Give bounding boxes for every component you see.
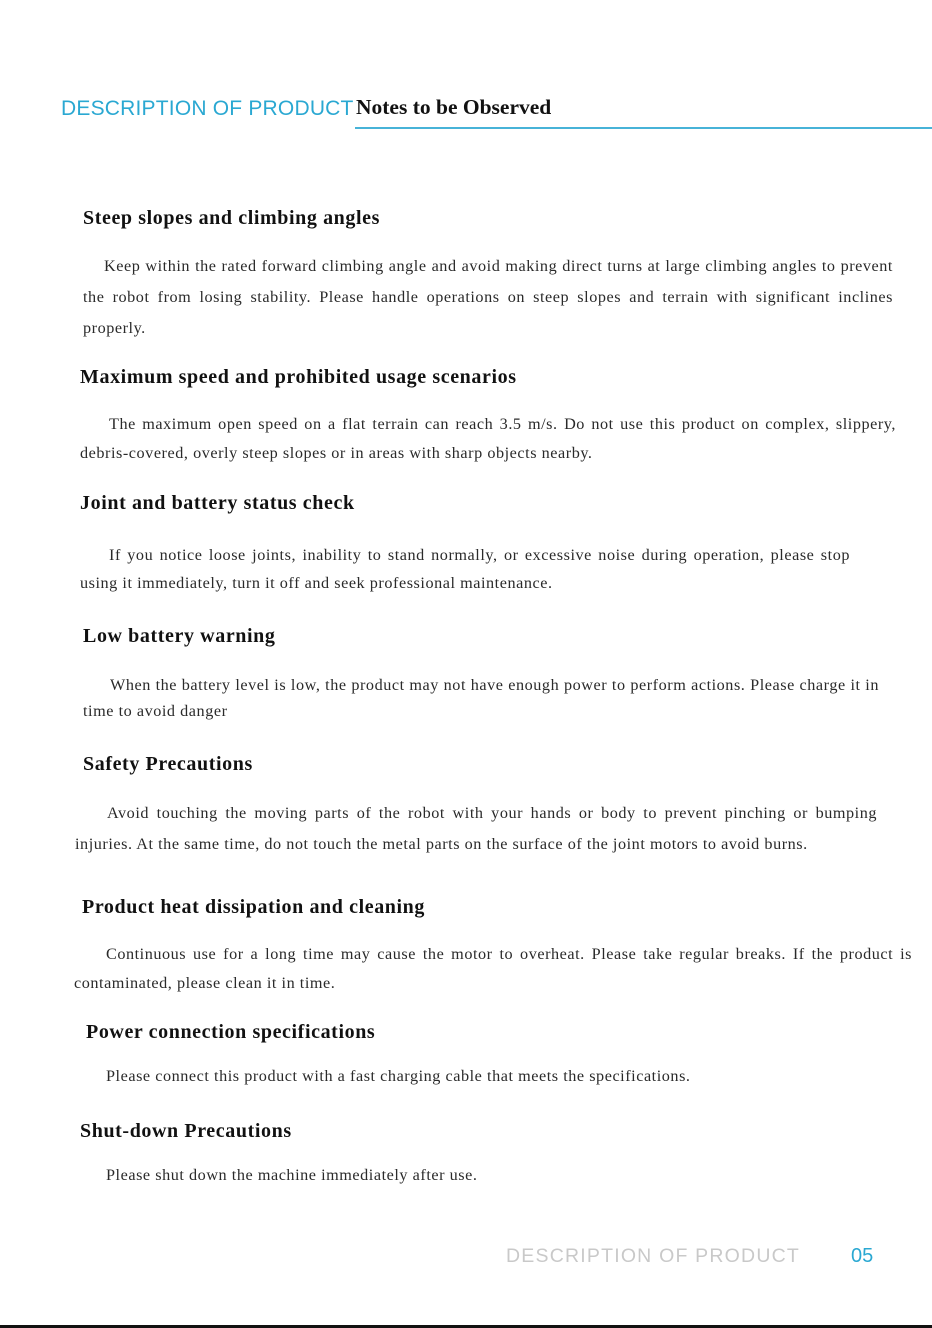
section-body: Please shut down the machine immediately after use. [106, 1166, 478, 1184]
footer-section-label: DESCRIPTION OF PRODUCT [506, 1245, 800, 1267]
section-heading: Steep slopes and climbing angles [83, 207, 381, 229]
section-low-battery [83, 624, 879, 724]
section-body: If you notice loose joints, inability to stand normally, or excessive noise during operation, please stop using it immediately, turn it off and seek professional maintenance. [80, 546, 850, 592]
section-body: Avoid touching the moving parts of the robot with your hands or body to prevent pinching or bumping injuries. At the same time, do not touch the metal parts on the surface of the joint motors to avoid burns. [75, 804, 877, 853]
section-heading: Low battery warning [83, 625, 276, 647]
section-heading: Maximum speed and prohibited usage scenarios [80, 366, 517, 388]
section-body: The maximum open speed on a flat terrain can reach 3.5 m/s. Do not use this product on complex, slippery, debris-covered, overly steep slopes or in areas with sharp objects nearby. [80, 415, 896, 462]
header-divider [355, 127, 932, 129]
section-joint-battery [80, 491, 850, 597]
section-body: When the battery level is low, the product may not have enough power to perform actions. Please charge it in time to avoid danger [83, 676, 879, 720]
section-heading: Safety Precautions [83, 753, 253, 775]
section-body: Please connect this product with a fast charging cable that meets the specifications. [106, 1067, 691, 1085]
section-heading: Joint and battery status check [80, 492, 355, 514]
section-heading: Product heat dissipation and cleaning [82, 896, 426, 918]
section-body: Continuous use for a long time may cause the motor to overheat. Please take regular breaks. If the product is contaminated, please clean it in time. [74, 945, 912, 992]
section-body: Keep within the rated forward climbing angle and avoid making direct turns at large climbing angles to prevent the robot from losing stability. Please handle operations on steep slopes and terrain with significant inclines properly. [83, 257, 893, 337]
section-heat-cleaning [74, 895, 912, 998]
page-number: 05 [851, 1245, 874, 1267]
page-title: Notes to be Observed [356, 95, 552, 119]
section-heading: Power connection specifications [86, 1021, 376, 1043]
section-heading: Shut-down Precautions [80, 1120, 292, 1142]
header-section-label: DESCRIPTION OF PRODUCT [61, 97, 354, 120]
section-safety [75, 752, 877, 860]
section-shut-down [80, 1119, 880, 1188]
section-power-connection [86, 1020, 886, 1089]
section-steep-slopes [83, 206, 893, 344]
section-max-speed [80, 365, 896, 468]
